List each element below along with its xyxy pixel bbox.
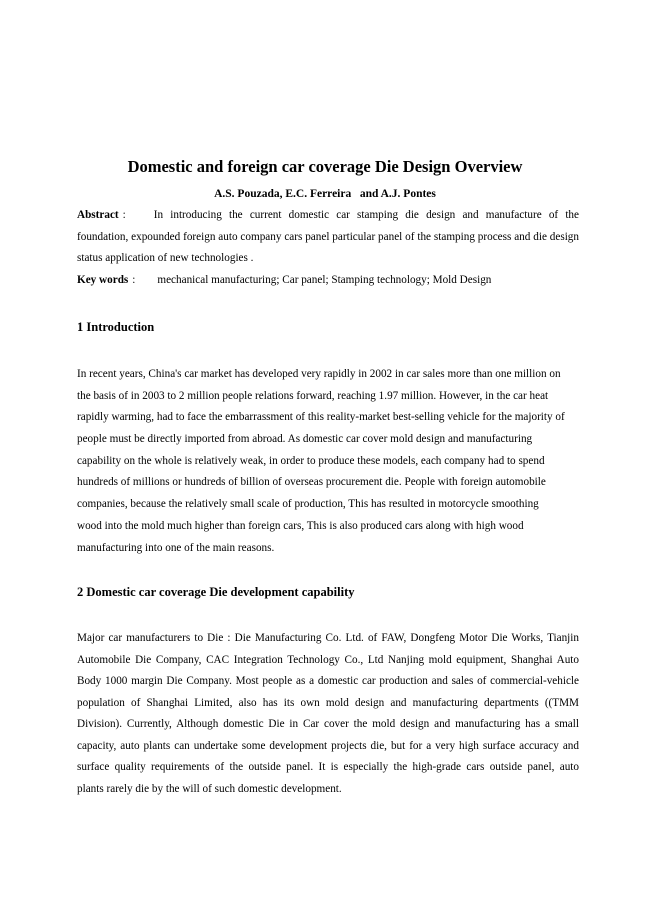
paragraph-line: surface quality requirements of the outside panel. It is especially the high-grade cars outside panel, auto (77, 761, 579, 773)
paragraph-line: wood into the mold much higher than foreign cars, This is also produced cars along with high wood (77, 519, 524, 532)
paragraph-line: people must be directly imported from abroad. As domestic car cover mold design and manufacturing (77, 433, 533, 446)
paper-title: Domestic and foreign car coverage Die Design Overview (127, 157, 523, 176)
paragraph-line: In recent years, China's car market has developed very rapidly in 2002 in car sales more than one million on (77, 368, 561, 380)
abstract (77, 205, 579, 270)
section-paragraph (77, 364, 597, 559)
keywords-label: Key words (77, 274, 129, 286)
paragraph-line: Major car manufacturers to Die : Die Manufacturing Co. Ltd. of FAW, Dongfeng Motor Die Works, Tianjin (77, 632, 579, 644)
section-heading: 1 Introduction (77, 320, 155, 334)
keywords (77, 270, 579, 290)
section-paragraph (77, 628, 579, 800)
keywords-text: mechanical manufacturing; Car panel; Stamping technology; Mold Design (157, 274, 492, 286)
paragraph-line: hundreds of millions or hundreds of billion of overseas procurement die. People with foreign automobile (77, 476, 546, 489)
section-heading: 2 Domestic car coverage Die development capability (77, 585, 355, 599)
paragraph-line: Division). Currently, Although domestic Die in Car cover the mold design and manufacturing has a small (77, 718, 579, 730)
abstract-colon: : (122, 209, 126, 221)
abstract-label: Abstract (77, 209, 119, 221)
paragraph-line: rapidly warming, had to face the embarrassment of this reality-market best-selling vehicle for the majority of (77, 411, 565, 424)
paragraph-line: population of Shanghai Limited, also has its own mold design and manufacturing departments ((TMM (77, 696, 579, 709)
paragraph-line: capacity, auto plants can undertake some development projects die, but for a very high surface accuracy and (77, 739, 579, 752)
paragraph-line: companies, because the relatively small scale of production, This has resulted in motorcycle smoothing (77, 498, 539, 511)
paragraph-line: the basis of in 2003 to 2 million people relations forward, reaching 1.97 million. However, in the car heat (77, 389, 549, 402)
paragraph-line: capability on the whole is relatively weak, in order to produce these models, each company had to spend (77, 454, 545, 467)
keywords-colon: : (132, 274, 136, 286)
paragraph-line: manufacturing into one of the main reasons. (77, 541, 275, 554)
paragraph-line: Automobile Die Company, CAC Integration Technology Co., Ltd Nanjing mold equipment, Shanghai Auto (77, 653, 579, 666)
paragraph-line: plants rarely die by the will of such domestic development. (77, 782, 342, 795)
paragraph-line: Body 1000 margin Die Company. Most people as a domestic car production and sales of commercial-vehicle (77, 675, 579, 687)
author-list: A.S. Pouzada, E.C. Ferreira and A.J. Pontes (214, 188, 436, 200)
abstract-text: In introducing the current domestic car stamping die design and manufacture of the foundation, expounded foreign auto company cars panel particular panel of the stamping process and die design status application of new technologies . (77, 209, 579, 264)
